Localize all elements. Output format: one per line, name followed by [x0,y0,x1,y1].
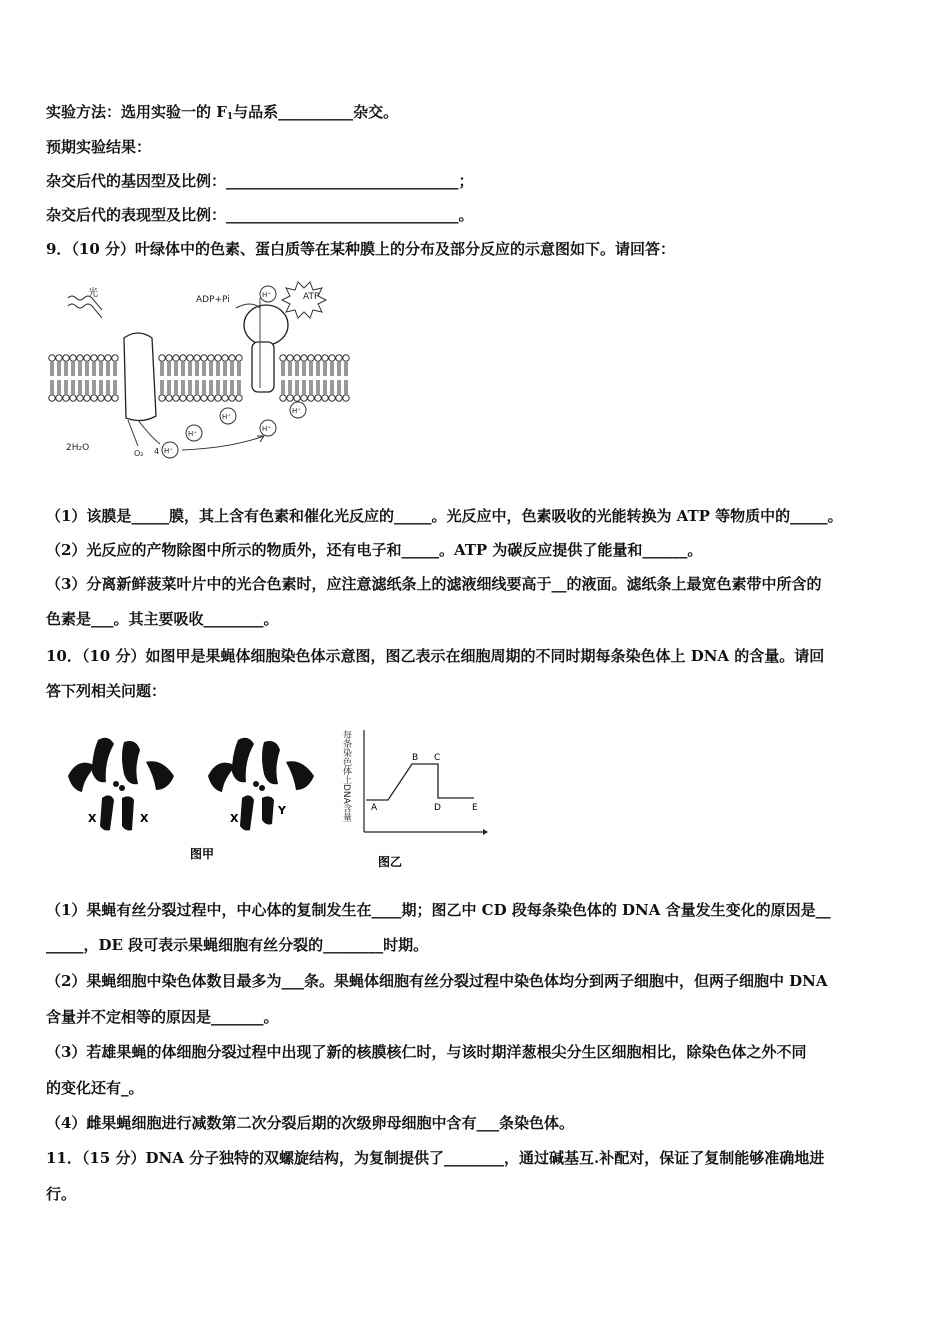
caption-yi: 图乙 [378,855,403,869]
q10-part2-line2: 含量并不定相等的原因是_______。 [46,1008,279,1026]
point-b: B [412,753,419,763]
q9-part3-line1: （3）分离新鲜菠菜叶片中的光合色素时，应注意滤纸条上的滤液细线要高于__的液面。滤纸条上最宽色素带中所含的 [46,575,822,593]
point-d: D [434,803,441,813]
subscript-1: 1 [226,112,234,122]
label-light: 光 [88,288,98,299]
q11-stem-line1: 11．（15 分）DNA 分子独特的双螺旋结构，为复制提供了________，通过碱基互.补配对，保证了复制能够准确地进 [46,1149,825,1167]
q11-stem-line2: 行。 [46,1185,77,1203]
caption-jia: 图甲 [190,847,215,861]
label-h-right: H⁺ [292,407,301,415]
label-y: Y [278,804,286,817]
experiment-method: 实验方法：选用实验一的 $F_1$与品系__________杂交。 [46,103,399,122]
q10-part3-line1: （3）若雄果蝇的体细胞分裂过程中出现了新的核膜核仁时，与该时期洋葱根尖分生区细胞相比，除染色体之外不同 [46,1043,807,1061]
q10-part1-line1: （1）果蝇有丝分裂过程中，中心体的复制发生在____期；图乙中 CD 段每条染色体的 DNA 含量发生变化的原因是__ [46,901,831,919]
label-x1: X [88,812,97,825]
dna-content-line [366,764,474,800]
q10-stem-line1: 10．（10 分）如图甲是果蝇体细胞染色体示意图，图乙表示在细胞周期的不同时期每条染色体上 DNA 的含量。请回 [46,647,825,665]
label-h-mid: H⁺ [222,413,231,421]
label-x2: X [140,812,149,825]
q9-stem: 9．（10 分）叶绿体中的色素、蛋白质等在某种膜上的分布及部分反应的示意图如下。请回答： [46,240,676,258]
q10-part4: （4）雌果蝇细胞进行减数第二次分裂后期的次级卵母细胞中含有___条染色体。 [46,1114,574,1132]
point-a: A [371,803,378,813]
label-four: 4 [154,447,160,456]
q10-part2-line1: （2）果蝇细胞中染色体数目最多为___条。果蝇体细胞有丝分裂过程中染色体均分到两子细胞中，但两子细胞中 DNA [46,972,828,990]
q9-part1: （1）该膜是_____膜，其上含有色素和催化光反应的_____。光反应中，色素吸收的光能转换为 ATP 等物质中的_____。 [46,507,843,525]
label-atp: ATP [303,292,320,302]
q10-part1-line2: _____，DE 段可表示果蝇细胞有丝分裂的________时期。 [46,936,429,954]
male-karyotype [208,738,314,831]
label-h-low: H⁺ [262,425,271,433]
atp-synthase [244,298,288,392]
photosystem-protein [124,333,156,421]
label-h-top: H⁺ [262,291,271,299]
point-c: C [434,753,441,763]
y-axis-label: 每条染色体上DNA含量 [341,730,351,822]
label-x3: X [230,812,239,825]
female-karyotype [68,738,174,831]
q10-part3-line2: 的变化还有_。 [46,1079,144,1097]
q9-part2: （2）光反应的产物除图中所示的物质外，还有电子和_____。ATP 为碳反应提供了能量和______。 [46,541,703,559]
lipid-bilayer [49,355,349,401]
chromosome-figure [58,728,348,877]
expected-results-label: 预期实验结果： [46,138,152,156]
q9-part3-line2: 色素是___。其主要吸收________。 [46,610,279,628]
dna-graph-figure [334,724,494,878]
label-o2: O₂ [134,449,144,458]
label-h-center: H⁺ [188,430,197,438]
membrane-figure [46,278,358,472]
genotype-line: 杂交后代的基因型及比例：_______________________________； [46,172,474,190]
label-water: 2H₂O [66,443,90,453]
q10-stem-line2: 答下列相关问题： [46,682,167,700]
point-e: E [472,803,478,813]
label-adp: ADP+Pi [196,295,230,305]
phenotype-line: 杂交后代的表现型及比例：_______________________________。 [46,206,474,224]
label-h-bottom: H⁺ [164,447,173,455]
